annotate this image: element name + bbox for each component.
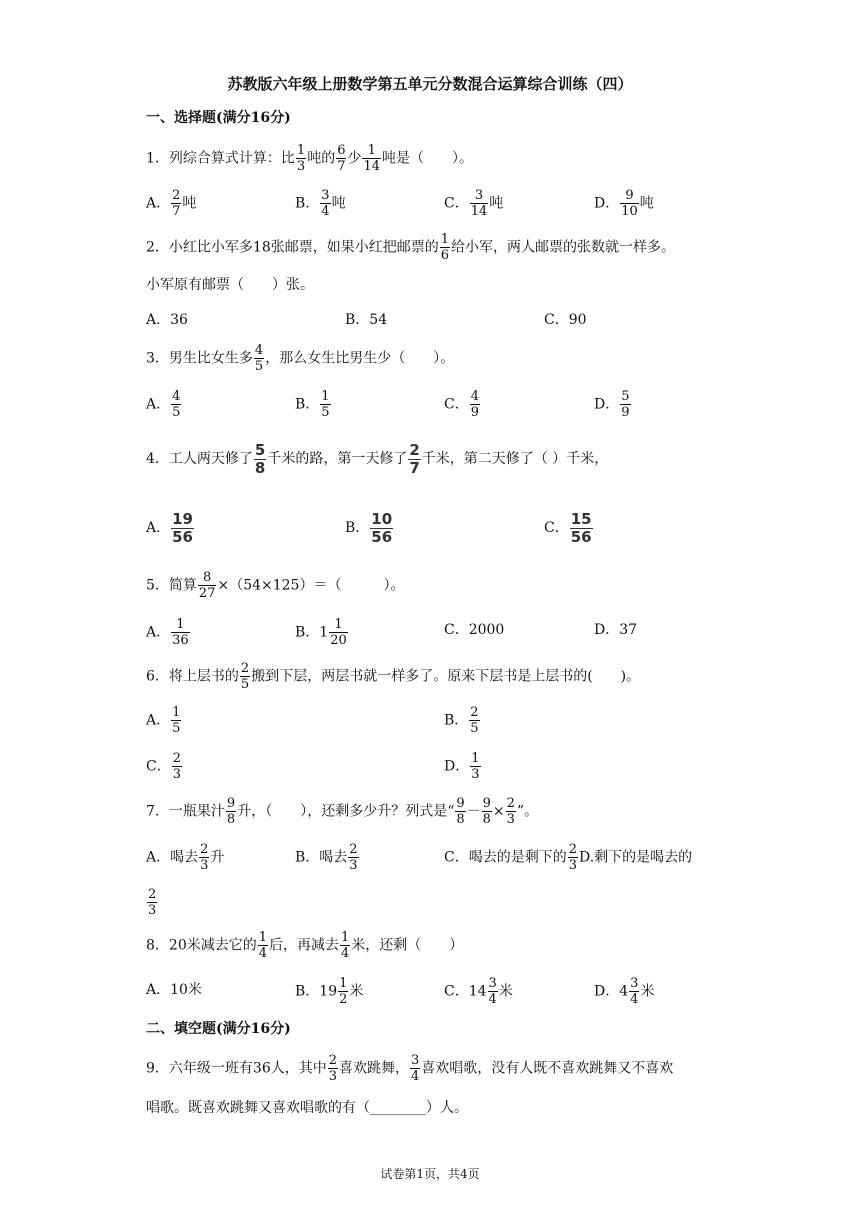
question-5: 5．简算 $\frac{8}{27}$ ×（54×125）＝（ ）。 — [146, 570, 405, 601]
q7-option-d-fraction: $\frac{2}{3}$ — [148, 887, 157, 918]
question-2: 2．小红比小军多18张邮票，如果小红把邮票的 $\frac{1}{6}$ 给小军，两人邮票的张数就一样多。 — [146, 232, 676, 263]
q2-option-c[interactable]: C．90 — [544, 312, 587, 328]
q8-option-b[interactable]: B．19 $\frac{1}{2}$ 米 — [295, 976, 364, 1007]
q2-option-a[interactable]: A．36 — [146, 312, 188, 328]
page-footer: 试卷第1页，共4页 — [380, 1167, 480, 1181]
fraction: $\frac{1}{14}$ — [363, 143, 381, 174]
q1-option-d[interactable]: D． $\frac{9}{10}$ 吨 — [594, 188, 654, 219]
q3-option-a[interactable]: A． $\frac{4}{5}$ — [146, 389, 181, 420]
q7-option-c[interactable]: C．喝去的是剩下的 $\frac{2}{3}$ D.剩下的是喝去的 — [444, 842, 693, 873]
q1-text: 吨的 — [307, 150, 336, 167]
section-heading-choice: 一、选择题(满分16分) — [146, 110, 291, 126]
question-3: 3．男生比女生多 $\frac{4}{5}$ ，那么女生比男生少（ ）。 — [146, 343, 455, 374]
q8-option-a[interactable]: A．10米 — [146, 982, 202, 998]
question-9: 9．六年级一班有36人，其中 $\frac{2}{3}$ 喜欢跳舞， $\frac{3}{4}$ 喜欢唱歌，没有人既不喜欢跳舞又不喜欢 — [146, 1053, 674, 1084]
fraction: $\frac{6}{7}$ — [337, 143, 346, 174]
fraction: $\frac{1}{6}$ — [440, 232, 450, 263]
q3-option-d[interactable]: D． $\frac{5}{9}$ — [594, 389, 630, 420]
section-heading-fill: 二、填空题(满分16分) — [146, 1021, 291, 1037]
q5-option-d[interactable]: D．37 — [594, 622, 638, 638]
q1-text: 吨是（ ）。 — [382, 150, 474, 167]
q5-option-c[interactable]: C．2000 — [444, 622, 505, 638]
q6-option-d[interactable]: D． $\frac{1}{3}$ — [444, 751, 480, 782]
q8-option-c[interactable]: C．14 $\frac{3}{4}$ 米 — [444, 976, 513, 1007]
question-7: 7．一瓶果汁 $\frac{9}{8}$ 升，（ ），还剩多少升？列式是“ $\frac{9}{8}$ － $\frac{9}{8}$ × $\frac{2}{3}$ ”。 — [146, 796, 539, 827]
q4-option-c[interactable]: C． $\frac{15}{56}$ — [544, 509, 592, 546]
question-6: 6．将上层书的 $\frac{2}{5}$ 搬到下层，两层书就一样多了。原来下层书是上层书的( )。 — [146, 661, 641, 692]
q6-option-a[interactable]: A． $\frac{1}{5}$ — [146, 705, 181, 736]
q2-option-b[interactable]: B．54 — [345, 312, 388, 328]
q3-option-b[interactable]: B． $\frac{1}{5}$ — [295, 389, 330, 420]
fraction: $\frac{1}{3}$ — [296, 143, 306, 174]
q1-option-b[interactable]: B． $\frac{3}{4}$ 吨 — [295, 188, 346, 219]
page-title: 苏教版六年级上册数学第五单元分数混合运算综合训练（四） — [227, 75, 633, 93]
question-9-line2[interactable]: 唱歌。既喜欢跳舞又喜欢唱歌的有（________）人。 — [146, 1100, 468, 1116]
q3-option-c[interactable]: C． $\frac{4}{9}$ — [444, 389, 479, 420]
q1-text: 1．列综合算式计算：比 — [146, 150, 295, 167]
q6-option-c[interactable]: C． $\frac{2}{3}$ — [146, 751, 181, 782]
q1-option-a[interactable]: A． $\frac{2}{7}$ 吨 — [146, 188, 197, 219]
question-8: 8．20米减去它的 $\frac{1}{4}$ 后，再减去 $\frac{1}{4}$ 米，还剩（ ） — [146, 930, 464, 961]
q5-option-b[interactable]: B．1 $\frac{1}{20}$ — [295, 617, 347, 648]
question-2-line2: 小军原有邮票（ ）张。 — [146, 277, 314, 293]
q8-option-d[interactable]: D．4 $\frac{3}{4}$ 米 — [594, 976, 655, 1007]
q7-option-b[interactable]: B．喝去 $\frac{2}{3}$ — [295, 842, 358, 873]
question-1 — [146, 143, 473, 174]
q4-option-a[interactable]: A． $\frac{19}{56}$ — [146, 509, 193, 546]
q1-option-c[interactable]: C． $\frac{3}{14}$ 吨 — [444, 188, 504, 219]
q1-text: 少 — [347, 150, 362, 167]
q5-option-a[interactable]: A． $\frac{1}{36}$ — [146, 617, 189, 648]
q6-option-b[interactable]: B． $\frac{2}{5}$ — [444, 705, 479, 736]
q4-option-b[interactable]: B． $\frac{10}{56}$ — [345, 509, 393, 546]
question-4: 4．工人两天修了 $\frac{5}{8}$ 千米的路，第一天修了 $\frac{2}{7}$ 千米，第二天修了（ ）千米， — [146, 440, 609, 477]
q7-option-a[interactable]: A．喝去 $\frac{2}{3}$ 升 — [146, 842, 225, 873]
q7-option-d[interactable]: D.剩下的是喝去的 — [579, 849, 693, 866]
